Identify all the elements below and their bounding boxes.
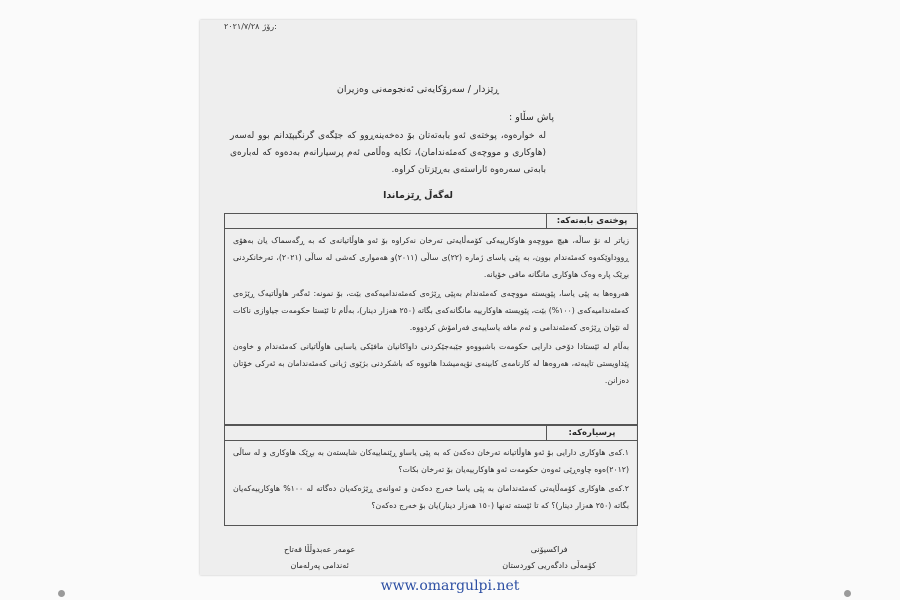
summary-heading: پوختەی بابەتەکە: xyxy=(546,214,637,229)
summary-divider xyxy=(225,228,637,229)
questions-heading: پرسیارەکە: xyxy=(546,426,637,441)
questions-divider xyxy=(225,440,637,441)
letter-address: ڕێزدار / سەرۆکایەتی ئەنجومەنی وەزیران xyxy=(336,84,500,95)
summary-paragraph: زیاتر لە نۆ ساڵە، هیچ مووچەو هاوکارییەکی کۆمەڵایەتی تەرخان نەکراوە بۆ ئەو هاوڵاتیانەی کە بە ڕگەسماک یان بەهۆی ڕووداوێکەوە کەمئەندام بوون، بە پێی یاسای ژمارە (٢٢)ی ساڵی (٢٠١١)و هەمواری کەشی لە ساڵی (٢٠٢١)، تەرخانکردنی بڕێک پارە وەک هاوکاری مانگانە مافی خۆیانە. xyxy=(233,236,629,279)
signature-faction-line2: کۆمەڵی دادگەریی کوردستان xyxy=(502,561,596,570)
date-value: ٢٠٢١/٧/٢٨ xyxy=(224,22,260,31)
signature-member xyxy=(284,542,355,574)
slide-dot-left xyxy=(58,590,65,597)
signature-faction-line1: فراکسیۆنی xyxy=(530,545,568,554)
question-item: ١.کەی هاوکاری دارایی بۆ ئەو هاوڵاتیانە تەرخان دەکەن کە بە پێی یاساو ڕێنماییەکان شایستەن بە بڕێک هاوکاری و لە ساڵی (٢٠١٢)ەوە چاوەڕێی ئەوەن حکومەت ئەو هاوکارییەیان بۆ تەرخان بکات؟ xyxy=(233,448,629,474)
slide-dot-right xyxy=(844,590,851,597)
letter-salutation: پاش سڵاو : xyxy=(509,112,554,123)
questions-box xyxy=(224,425,638,526)
summary-paragraph: هەروەها بە پێی یاسا، پێویستە مووچەی کەمئەندام بەپێی ڕێژەی کەمئەندامیەکەی بێت، بۆ نمونە: ئەگەر هاوڵاتیەک ڕێژەی کەمئەندامیەکەی (١٠٠%) بێت، پێویستە هاوکارییە مانگانەکەی بگاتە (٢٥٠ هەزار دینار)، بەڵام تا ئێستا حکومەت جیاوازی ناکات لە نێوان ڕێژەی کەمئەندامی و ئەم مافە یاساییەی فەرامۆش کردووە. xyxy=(233,289,630,332)
summary-body xyxy=(233,232,629,391)
letter-intro: لە خوارەوە، پوختەی ئەو بابەتەتان بۆ دەخەینەڕوو کە جێگەی گرنگیپێدانم بوو لەسەر (هاوکاری و مووچەی کەمئەندامان)، تکایە وەڵامی ئەم پرسیارانەم بەدەوە کە لەبارەی بابەتی سەرەوە ئاراستەی بەڕێزتان کراوە. xyxy=(230,131,546,175)
signature-member-title: ئەندامی پەرلەمان xyxy=(290,561,349,570)
signature-faction xyxy=(502,542,596,574)
summary-box xyxy=(224,213,638,425)
footer-url: www.omargulpi.net xyxy=(380,578,520,594)
signature-area xyxy=(224,526,636,575)
question-item: ٢.کەی هاوکاری کۆمەڵایەتی کەمئەندامان بە پێی یاسا خەرج دەکەن و ئەوانەی ڕێژەکەیان دەگاتە لە ١٠٠% هاوکارییەکەیان بگاتە (٢٥٠ هەزار دینار)؟ کە تا ئێستە تەنها (١٥٠ هەزار دینار)یان بۆ خەرج دەکەن؟ xyxy=(233,484,629,510)
date-block xyxy=(224,22,277,32)
signature-member-name: عومەر عەبدوڵڵا فەتاح xyxy=(284,545,356,554)
questions-body xyxy=(233,444,629,516)
scanned-letter xyxy=(200,20,636,575)
letter-regards: لەگەڵ ڕێزماندا xyxy=(383,190,453,201)
summary-paragraph: بەڵام لە ئێستادا دۆخی دارایی حکومەت باشبووەو جێبەجێکردنی داواکانیان مافێکی یاسایی هاوڵاتیانی کەمئەندام و خاوەن پێداویستی تایبەتە، هەروەها لە کارنامەی کابینەی نۆیەمیشدا هاتووە کە باشکردنی بژێوی ژیانی کەمئەندامان بە ئەرکی خۆتان دەزانن. xyxy=(233,342,629,385)
date-label: رۆژ: xyxy=(262,22,277,31)
